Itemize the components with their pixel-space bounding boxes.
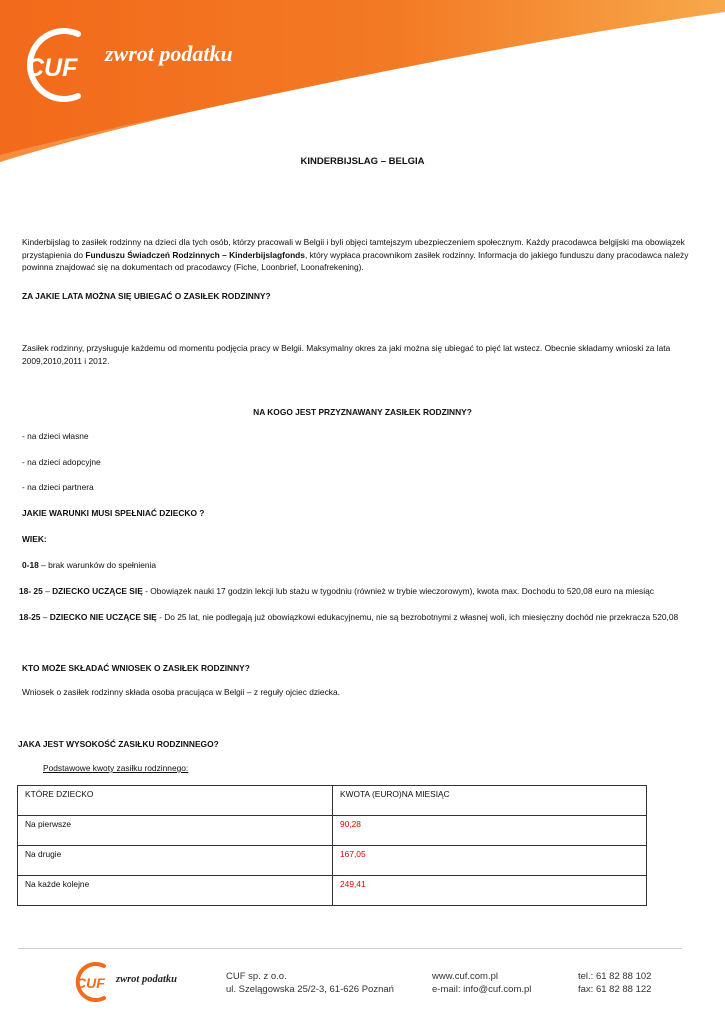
table-caption: Podstawowe kwoty zasiłku rodzinnego:	[43, 763, 189, 773]
amounts-table	[17, 785, 647, 906]
header-brand-text: zwrot podatku	[105, 41, 233, 66]
footer-fax: fax: 61 82 88 122	[578, 984, 652, 995]
table-cell-amount: 167,05	[333, 846, 647, 876]
footer-phone: tel.: 61 82 88 102	[578, 971, 652, 982]
table-cell-amount: 90,28	[333, 816, 647, 846]
table-row	[18, 846, 647, 876]
footer-address: ul. Szelągowska 25/2-3, 61-626 Poznań	[226, 984, 394, 995]
question-years: ZA JAKIE LATA MOŻNA SIĘ UBIEGAĆ O ZASIŁEK RODZINNY?	[22, 291, 271, 301]
table-header-row	[18, 786, 647, 816]
age-condition-studying: 18- 25 – DZIECKO UCZĄCE SIĘ - Obowiązek nauki 17 godzin lekcji lub stażu w tygodniu (również w trybie wieczorowym), kwota max. Dochodu to 520,08 euro na miesiąc	[19, 586, 654, 596]
question-conditions: JAKIE WARUNKI MUSI SPEŁNIAĆ DZIECKO ?	[22, 508, 205, 518]
table-cell: Na każde kolejne	[18, 876, 333, 906]
table-header-cell: KWOTA (EURO)NA MIESIĄC	[333, 786, 647, 816]
table-header-cell: KTÓRE DZIECKO	[18, 786, 333, 816]
header-banner	[0, 0, 725, 165]
question-amount: JAKA JEST WYSOKOŚĆ ZASIŁKU RODZINNEGO?	[18, 739, 219, 749]
table-row	[18, 816, 647, 846]
svg-text:CUF: CUF	[76, 975, 105, 991]
table-cell-amount: 249,41	[333, 876, 647, 906]
table-cell: Na pierwsze	[18, 816, 333, 846]
list-item: - na dzieci własne	[22, 431, 89, 441]
footer-divider	[18, 948, 682, 949]
age-heading: WIEK:	[22, 534, 47, 544]
table-row	[18, 876, 647, 906]
answer-years: Zasiłek rodzinny, przysługuje każdemu od momentu podjęcia pracy w Belgii. Maksymalny okres za jaki można się ubiegać to pięć lat wstecz. Obecnie składamy wnioski za lata 2009,2010,2011 i 2012.	[22, 343, 671, 366]
question-who: NA KOGO JEST PRZYZNAWANY ZASIŁEK RODZINNY?	[253, 407, 472, 417]
footer-company: CUF sp. z o.o.	[226, 971, 287, 982]
age-condition-0-18: 0-18 – brak warunków do spełnienia	[22, 560, 157, 570]
list-item: - na dzieci partnera	[22, 482, 94, 492]
intro-paragraph: Kinderbijslag to zasiłek rodzinny na dzieci dla tych osób, którzy pracowali w Belgii i byli objęci tamtejszym ubezpieczeniem społecznym. Każdy pracodawca belgijski ma obowiązek przystąpienia do Funduszu Świadczeń Rodzinnych – Kinderbijslagfonds, który wypłaca pracownikom zasiłek rodzinny. Informacja do jakiego funduszu dany pracodawca należy powinna znajdować się na dokumentach od pracodawcy (Fiche, Loonbrief, Loonafrekening).	[22, 237, 689, 272]
document-title: KINDERBIJSLAG – BELGIA	[300, 156, 425, 167]
footer-brand-text: zwrot podatku	[116, 974, 177, 985]
svg-text:CUF: CUF	[26, 54, 78, 82]
question-applicant: KTO MOŻE SKŁADAĆ WNIOSEK O ZASIŁEK RODZINNY?	[22, 663, 250, 673]
footer-website-link[interactable]: www.cuf.com.pl	[432, 971, 498, 982]
footer-email-link[interactable]: e-mail: info@cuf.com.pl	[432, 984, 532, 995]
list-item: - na dzieci adopcyjne	[22, 457, 101, 467]
table-cell: Na drugie	[18, 846, 333, 876]
footer-cuf-logo-icon	[70, 960, 118, 1004]
answer-applicant: Wniosek o zasiłek rodzinny składa osoba pracująca w Belgii – z reguły ojciec dziecka.	[22, 687, 340, 697]
age-condition-not-studying: 18-25 – DZIECKO NIE UCZĄCE SIĘ - Do 25 lat, nie podlegają już obowiązkowi edukacyjnemu, nie są bezrobotnymi z własnej woli, ich miesięczny dochód nie przekracza 520,08	[19, 612, 679, 622]
fund-name: Funduszu Świadczeń Rodzinnych – Kinderbijslagfonds	[85, 249, 305, 260]
